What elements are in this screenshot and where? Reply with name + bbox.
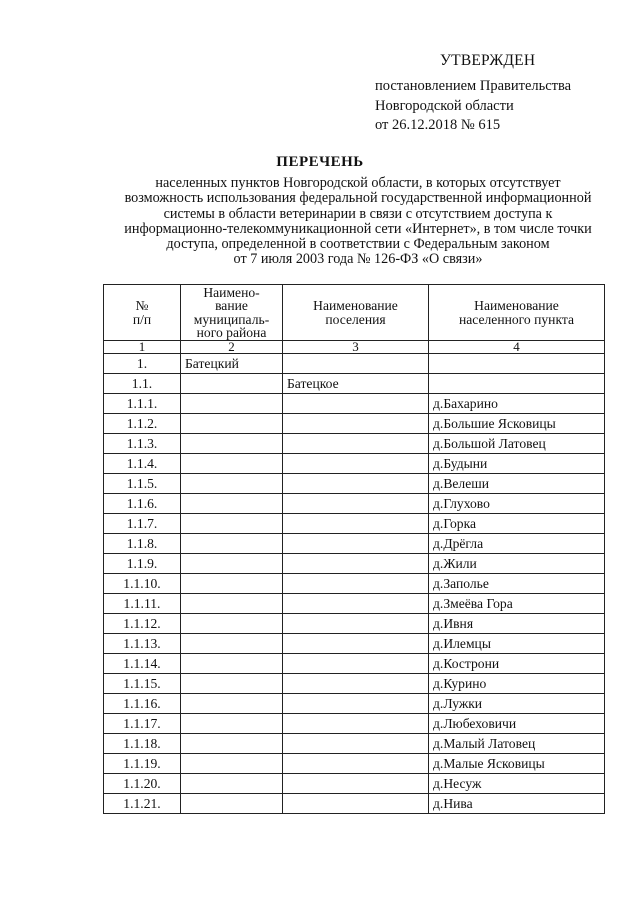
locality-cell: д.Горка (429, 514, 605, 534)
header-line: поселения (325, 311, 386, 327)
district-cell (181, 414, 283, 434)
locality-cell: д.Змеёва Гора (429, 594, 605, 614)
locality-cell: д.Любеховичи (429, 714, 605, 734)
table-row (104, 654, 605, 674)
locality-cell (429, 354, 605, 374)
settlement-cell (283, 534, 429, 554)
district-cell (181, 514, 283, 534)
table-row (104, 394, 605, 414)
table-row (104, 554, 605, 574)
district-cell (181, 774, 283, 794)
row-number-cell: 1.1.5. (104, 474, 181, 494)
district-cell (181, 754, 283, 774)
table-row (104, 614, 605, 634)
header-line: Наимено- (203, 284, 260, 300)
header-settlement (283, 285, 429, 341)
table-row (104, 434, 605, 454)
table-row (104, 694, 605, 714)
column-number: 1 (104, 341, 181, 354)
column-number: 2 (181, 341, 283, 354)
settlement-cell (283, 654, 429, 674)
subtitle-line: информационно-телекоммуникационной сети «Интернет», в том числе точки (124, 220, 592, 237)
row-number-cell: 1.1.14. (104, 654, 181, 674)
district-cell (181, 594, 283, 614)
table-row (104, 774, 605, 794)
locality-cell: д.Большой Латовец (429, 434, 605, 454)
table-row (104, 794, 605, 814)
locality-cell: д.Малый Латовец (429, 734, 605, 754)
settlement-cell (283, 454, 429, 474)
district-cell (181, 434, 283, 454)
table-row (104, 574, 605, 594)
table-body (104, 354, 605, 814)
locality-cell: д.Бахарино (429, 394, 605, 414)
settlement-cell (283, 414, 429, 434)
header-line: Наименование (313, 298, 398, 313)
locality-cell: д.Жили (429, 554, 605, 574)
approval-line: от 26.12.2018 № 615 (375, 117, 501, 133)
table-row (104, 734, 605, 754)
settlement-cell (283, 714, 429, 734)
row-number-cell: 1.1.2. (104, 414, 181, 434)
table-row (104, 494, 605, 514)
row-number-cell: 1.1.19. (104, 754, 181, 774)
settlement-cell (283, 794, 429, 814)
header-locality (429, 285, 605, 341)
row-number-cell: 1.1.10. (104, 574, 181, 594)
table-row (104, 474, 605, 494)
settlement-cell: Батецкое (283, 374, 429, 394)
settlement-cell (283, 734, 429, 754)
header-line: Наименование (474, 298, 559, 313)
document-subtitle (98, 176, 618, 268)
settlement-cell (283, 494, 429, 514)
district-cell (181, 694, 283, 714)
settlement-cell (283, 514, 429, 534)
locality-cell: д.Будыни (429, 454, 605, 474)
row-number-cell: 1.1.4. (104, 454, 181, 474)
approval-line: постановлением Правительства (375, 78, 572, 94)
table-row (104, 634, 605, 654)
table-row (104, 354, 605, 374)
settlement-cell (283, 694, 429, 714)
settlement-cell (283, 554, 429, 574)
settlement-cell (283, 574, 429, 594)
locality-cell: д.Велеши (429, 474, 605, 494)
table-row (104, 754, 605, 774)
table-header (104, 285, 605, 354)
row-number-cell: 1.1.18. (104, 734, 181, 754)
settlement-cell (283, 394, 429, 414)
column-number: 3 (283, 341, 429, 354)
row-number-cell: 1.1.16. (104, 694, 181, 714)
row-number-cell: 1.1.17. (104, 714, 181, 734)
row-number-cell: 1.1.20. (104, 774, 181, 794)
district-cell (181, 674, 283, 694)
locality-cell: д.Кострони (429, 654, 605, 674)
settlement-cell (283, 774, 429, 794)
locality-cell: д.Ивня (429, 614, 605, 634)
header-line: № (135, 298, 149, 313)
approval-details (375, 77, 571, 136)
settlements-table (103, 284, 605, 814)
table-row (104, 514, 605, 534)
row-number-cell: 1.1.6. (104, 494, 181, 514)
settlement-cell (283, 674, 429, 694)
table-row (104, 534, 605, 554)
locality-cell: д.Заполье (429, 574, 605, 594)
header-line: ного района (196, 325, 267, 340)
subtitle-line: населенных пунктов Новгородской области, в которых отсутствует (155, 175, 561, 191)
row-number-cell: 1.1.13. (104, 634, 181, 654)
row-number-cell: 1.1.21. (104, 794, 181, 814)
header-row (104, 285, 605, 341)
header-number (104, 285, 181, 341)
locality-cell: д.Илемцы (429, 634, 605, 654)
district-cell (181, 574, 283, 594)
subtitle-line: возможность использования федеральной государственной информационной (124, 190, 592, 207)
subtitle-line: системы в области ветеринарии в связи с отсутствием доступа к (163, 205, 553, 222)
district-cell (181, 614, 283, 634)
table-row (104, 674, 605, 694)
district-cell (181, 494, 283, 514)
locality-cell: д.Лужки (429, 694, 605, 714)
row-number-cell: 1.1.1. (104, 394, 181, 414)
row-number-cell: 1.1.9. (104, 554, 181, 574)
district-cell (181, 734, 283, 754)
district-cell (181, 714, 283, 734)
district-cell (181, 794, 283, 814)
settlement-cell (283, 614, 429, 634)
settlement-cell (283, 354, 429, 374)
table-row (104, 414, 605, 434)
row-number-cell: 1.1.15. (104, 674, 181, 694)
locality-cell: д.Большие Ясковицы (429, 414, 605, 434)
document-title: ПЕРЕЧЕНЬ (276, 154, 364, 170)
district-cell (181, 534, 283, 554)
district-cell: Батецкий (181, 354, 283, 374)
row-number-cell: 1.1.12. (104, 614, 181, 634)
locality-cell: д.Малые Ясковицы (429, 754, 605, 774)
row-number-cell: 1.1.8. (104, 534, 181, 554)
row-number-cell: 1.1.11. (104, 594, 181, 614)
subtitle-line: от 7 июля 2003 года № 126-ФЗ «О связи» (233, 251, 483, 268)
district-cell (181, 374, 283, 394)
row-number-cell: 1.1. (104, 374, 181, 394)
district-cell (181, 454, 283, 474)
table-row (104, 454, 605, 474)
row-number-cell: 1.1.3. (104, 434, 181, 454)
header-district (181, 285, 283, 341)
row-number-cell: 1.1.7. (104, 514, 181, 534)
row-number-cell: 1. (104, 354, 181, 374)
district-cell (181, 474, 283, 494)
table-row (104, 374, 605, 394)
header-line: муниципаль- (193, 311, 270, 327)
header-line: п/п (132, 311, 152, 327)
column-number-row (104, 341, 605, 354)
locality-cell: д.Несуж (429, 774, 605, 794)
locality-cell (429, 374, 605, 394)
locality-cell: д.Нива (429, 794, 605, 814)
locality-cell: д.Дрёгла (429, 534, 605, 554)
district-cell (181, 654, 283, 674)
locality-cell: д.Глухово (429, 494, 605, 514)
district-cell (181, 394, 283, 414)
settlement-cell (283, 754, 429, 774)
settlement-cell (283, 634, 429, 654)
locality-cell: д.Курино (429, 674, 605, 694)
table-row (104, 594, 605, 614)
header-line: вание (215, 298, 248, 313)
district-cell (181, 554, 283, 574)
settlement-cell (283, 594, 429, 614)
settlement-cell (283, 434, 429, 454)
approval-heading: УТВЕРЖДЕН (440, 52, 536, 69)
header-line: населенного пункта (458, 311, 575, 327)
approval-line: Новгородской области (375, 97, 514, 114)
settlement-cell (283, 474, 429, 494)
table-row (104, 714, 605, 734)
district-cell (181, 634, 283, 654)
column-number: 4 (429, 341, 605, 354)
subtitle-line: доступа, определенной в соответствии с Федеральным законом (166, 236, 550, 253)
